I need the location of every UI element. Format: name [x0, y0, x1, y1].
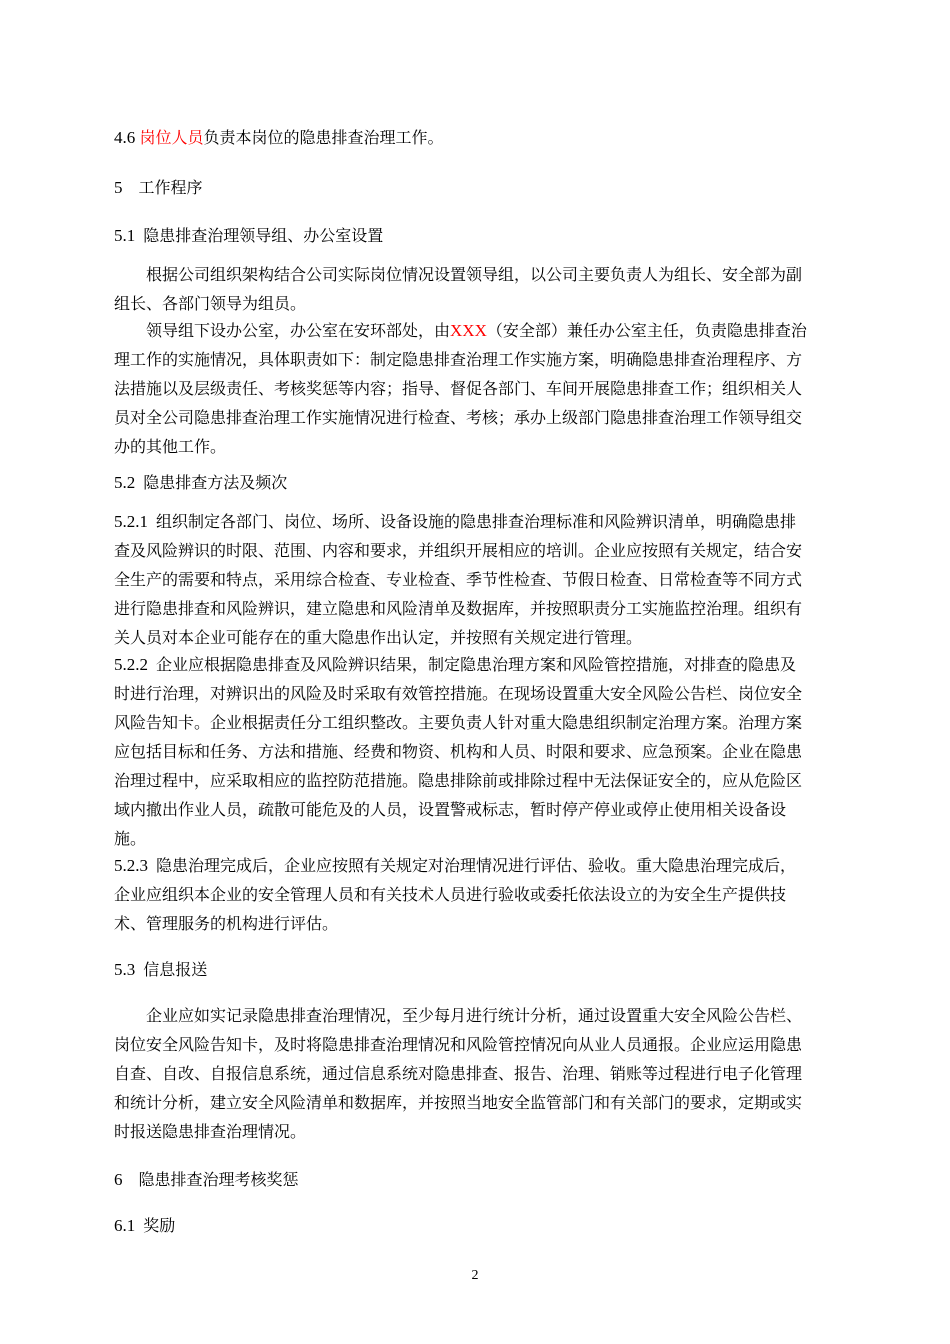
paragraph-line: [114, 852, 844, 880]
section-text: 负责本岗位的隐患排查治理工作。: [203, 128, 444, 147]
paragraph-line: 企业应如实记录隐患排查治理情况，至少每月进行统计分析，通过设置重大安全风险公告栏、: [146, 1006, 803, 1025]
paragraph-line: 根据公司组织架构结合公司实际岗位情况设置领导组，以公司主要负责人为组长、安全部为副: [146, 265, 803, 284]
paragraph-line: [146, 317, 876, 345]
paragraph-text: （安全部）兼任办公室主任，负责隐患排查治: [486, 321, 807, 340]
heading-title: 隐患排查治理领导组、办公室设置: [143, 226, 384, 245]
paragraph-line: 岗位安全风险告知卡，及时将隐患排查治理情况和风险管控情况向从业人员通报。企业应运用隐患: [114, 1035, 803, 1054]
paragraph-text: 隐患治理完成后，企业应按照有关规定对治理情况进行评估、验收。重大隐患治理完成后，: [156, 856, 797, 875]
heading-6-1: [114, 1212, 844, 1240]
paragraph-line: 法措施以及层级责任、考核奖惩等内容；指导、督促各部门、车间开展隐患排查工作；组织相关人: [114, 379, 803, 398]
paragraph-text: 企业应根据隐患排查及风险辨识结果，制定隐患治理方案和风险管控措施，对排查的隐患及: [156, 655, 797, 674]
paragraph-line: 施。: [114, 829, 147, 848]
section-number: 6.1: [114, 1216, 136, 1235]
paragraph-line: 时进行治理，对辨识出的风险及时采取有效管控措施。在现场设置重大安全风险公告栏、岗位安全: [114, 684, 803, 703]
paragraph-line: [114, 508, 844, 536]
heading-title: 隐患排查方法及频次: [143, 473, 288, 492]
heading-6: [114, 1166, 844, 1194]
paragraph-line: 域内撤出作业人员，疏散可能危及的人员，设置警戒标志，暂时停产停业或停止使用相关设备设: [114, 800, 787, 819]
paragraph-line: 员对全公司隐患排查治理工作实施情况进行检查、考核；承办上级部门隐患排查治理工作领导组交: [114, 408, 803, 427]
paragraph-line: [114, 651, 844, 679]
paragraph-line: 自查、自改、自报信息系统，通过信息系统对隐患排查、报告、治理、销账等过程进行电子化管理: [114, 1064, 803, 1083]
paragraph-line: 时报送隐患排查治理情况。: [114, 1122, 307, 1141]
section-number: 5.2.1: [114, 512, 148, 531]
heading-title: 奖励: [143, 1216, 176, 1235]
section-4-6: [114, 124, 844, 152]
section-number: 4.6: [114, 128, 140, 147]
page-number: 2: [471, 1268, 479, 1283]
paragraph-line: 进行隐患排查和风险辨识，建立隐患和风险清单及数据库，并按照职责分工实施监控治理。组织有: [114, 599, 803, 618]
paragraph-line: 风险告知卡。企业根据责任分工组织整改。主要负责人针对重大隐患组织制定治理方案。治理方案: [114, 713, 803, 732]
paragraph-text: 领导组下设办公室，办公室在安环部处，由: [146, 321, 451, 340]
heading-title: 信息报送: [143, 960, 208, 979]
highlight-text: XXX: [450, 321, 487, 340]
section-number: 5.3: [114, 960, 136, 979]
heading-title: 工作程序: [138, 178, 203, 197]
paragraph-line: 组长、各部门领导为组员。: [114, 294, 307, 313]
section-number: 5.1: [114, 226, 136, 245]
heading-5: [114, 174, 844, 202]
paragraph-line: 术、管理服务的机构进行评估。: [114, 914, 339, 933]
paragraph-line: 治理过程中，应采取相应的监控防范措施。隐患排除前或排除过程中无法保证安全的，应从危险区: [114, 771, 803, 790]
section-number: 5.2: [114, 473, 136, 492]
section-number: 5: [114, 178, 123, 197]
paragraph-text: 组织制定各部门、岗位、场所、设备设施的隐患排查治理标准和风险辨识清单，明确隐患排: [156, 512, 797, 531]
heading-title: 隐患排查治理考核奖惩: [138, 1170, 299, 1189]
section-number: 6: [114, 1170, 123, 1189]
paragraph-line: 查及风险辨识的时限、范围、内容和要求，并组织开展相应的培训。企业应按照有关规定，结合安: [114, 541, 803, 560]
heading-5-1: [114, 222, 844, 250]
paragraph-line: 关人员对本企业可能存在的重大隐患作出认定，并按照有关规定进行管理。: [114, 628, 643, 647]
section-number: 5.2.3: [114, 856, 148, 875]
heading-5-2: [114, 469, 844, 497]
section-number: 5.2.2: [114, 655, 148, 674]
paragraph-line: 应包括目标和任务、方法和措施、经费和物资、机构和人员、时限和要求、应急预案。企业在隐患: [114, 742, 803, 761]
paragraph-line: 理工作的实施情况，具体职责如下：制定隐患排查治理工作实施方案，明确隐患排查治理程序、方: [114, 350, 803, 369]
paragraph-line: 全生产的需要和特点，采用综合检查、专业检查、季节性检查、节假日检查、日常检查等不同方式: [114, 570, 803, 589]
highlight-text: 岗位人员: [139, 128, 204, 147]
paragraph-line: 和统计分析，建立安全风险清单和数据库，并按照当地安全监管部门和有关部门的要求，定期或实: [114, 1093, 803, 1112]
paragraph-line: 办的其他工作。: [114, 437, 227, 456]
heading-5-3: [114, 956, 844, 984]
paragraph-line: 企业应组织本企业的安全管理人员和有关技术人员进行验收或委托依法设立的为安全生产提供技: [114, 885, 787, 904]
